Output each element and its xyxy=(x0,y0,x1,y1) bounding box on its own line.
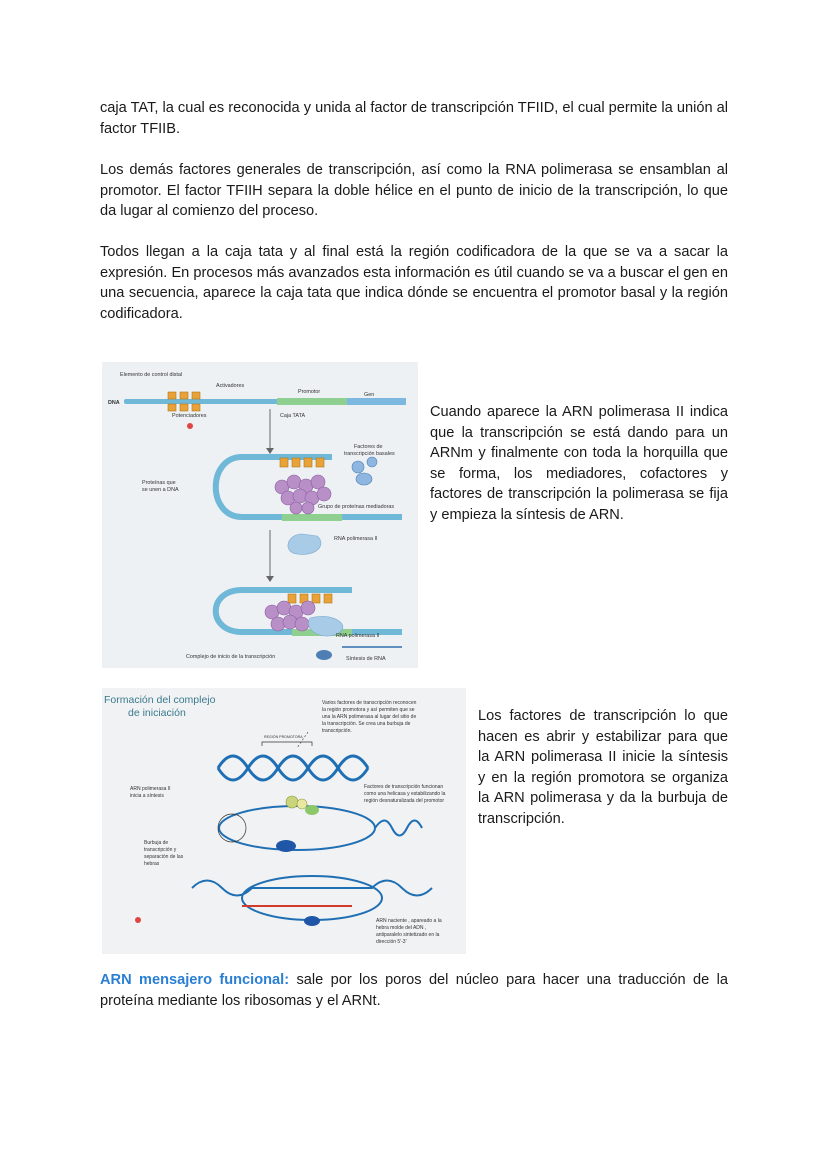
note-top-line4: la transcripción. Se crea una burbuja de xyxy=(322,721,411,727)
label-tata-box: Caja TATA xyxy=(280,413,306,419)
label-bubble-line4: hebras xyxy=(144,861,160,867)
label-rna-synthesis: Síntesis de RNA xyxy=(346,656,386,662)
functional-mrna-text: sale por los poros del núcleo para hacer una traducción de la proteína mediante los ribosomas y el ARNt. xyxy=(100,972,728,1009)
label-mediators: Grupo de proteínas mediadoras xyxy=(318,504,395,510)
transcription-initiation-diagram xyxy=(102,362,418,668)
label-helicase-line3: región desnaturalizada del promotor xyxy=(364,798,445,804)
note-top-line3: una la ARN polimerasa al lugar del sitio de xyxy=(322,714,417,720)
figure2-title-line2: de iniciación xyxy=(128,707,186,719)
figure2-title-line1: Formación del complejo xyxy=(104,694,216,706)
label-initiation-complex: Complejo de inicio de la transcripción xyxy=(186,654,276,660)
label-nascent-line4: dirección 5'-3' xyxy=(376,939,407,945)
label-enhancers: Potenciadores xyxy=(172,413,207,419)
paragraph-general-factors: Los demás factores generales de transcripción, así como la RNA polimerasa se ensamblan al promotor. El factor TFIIH separa la doble hélice en el punto de inicio de la transcripción, lo que da lugar al comienzo del proceso. xyxy=(100,162,728,219)
label-helicase-line2: como una helicasa y estabilizando la xyxy=(364,791,446,797)
figure2-caption: Los factores de transcripción lo que hacen es abrir y estabilizar para que la ARN polimerasa II inicie la síntesis y en la región promotora se organiza la ARN polimerasa y da la burbuja de transcripción. xyxy=(478,708,728,827)
label-rna-pol-line2: inicia a síntesis xyxy=(130,793,164,799)
label-distal-element: Elemento de control distal xyxy=(120,372,183,378)
label-helicase-line1: Factores de transcripción funcionan xyxy=(364,784,444,790)
label-bubble-line3: separación de las xyxy=(144,854,184,860)
label-promoter: Promotor xyxy=(298,389,321,395)
note-top-line2: la región promotora y así permiten que se xyxy=(322,707,415,713)
label-basal-factors-2: transcripción basales xyxy=(344,451,395,457)
label-nascent-line2: hebra molde del ADN , xyxy=(376,925,427,931)
label-rna-polymerase: RNA polimerasa II xyxy=(334,536,378,542)
label-dna-proteins-1: Proteínas que xyxy=(142,480,176,486)
label-rna-pol-line1: ARN polimerasa II xyxy=(130,786,171,792)
note-top-line5: transcripción. xyxy=(322,728,352,734)
label-dna: DNA xyxy=(108,400,120,406)
label-promoter-region: REGIÓN PROMOTORA xyxy=(264,735,303,739)
label-bubble-line1: Burbuja de xyxy=(144,840,169,846)
label-rna-polymerase-complex: RNA polimerasa II xyxy=(336,633,380,639)
figure1-caption: Cuando aparece la ARN polimerasa II indica que la transcripción se está dando para un ARNm y finalmente con toda la horquilla que se forma, los mediadores, cofactores y factores de transcripción la polimerasa se fija y empieza la síntesis de ARN. xyxy=(430,404,728,523)
label-nascent-line1: ARN naciente , apareado a la xyxy=(376,918,442,924)
label-activators: Activadores xyxy=(216,383,245,389)
label-basal-factors-1: Factores de xyxy=(354,444,383,450)
heading-functional-mrna: ARN mensajero funcional: xyxy=(100,972,290,988)
label-bubble-line2: transcripción y xyxy=(144,847,177,853)
paragraph-functional-mrna xyxy=(100,970,728,1011)
paragraph-coding-region: Todos llegan a la caja tata y al final está la región codificadora de la que se va a sacar la expresión. En procesos más avanzados esta información es útil cuando se va a buscar el gen en una secuencia, aparece la caja tata que indica dónde se encuentra el promotor basal y la región codificadora. xyxy=(100,244,728,322)
figure-initiation-complex-formation xyxy=(102,688,466,954)
note-top-line1: Varios factores de transcripción reconocen xyxy=(322,700,417,706)
initiation-complex-diagram xyxy=(102,688,466,954)
label-dna-proteins-2: se unen a DNA xyxy=(142,487,179,493)
paragraph-tata-box: caja TAT, la cual es reconocida y unida al factor de transcripción TFIID, el cual permite la unión al factor TFIIB. xyxy=(100,100,728,137)
figure-transcription-initiation xyxy=(102,362,418,668)
label-nascent-line3: antiparalelo sintetizado en la xyxy=(376,932,440,938)
label-gene: Gen xyxy=(364,392,375,398)
